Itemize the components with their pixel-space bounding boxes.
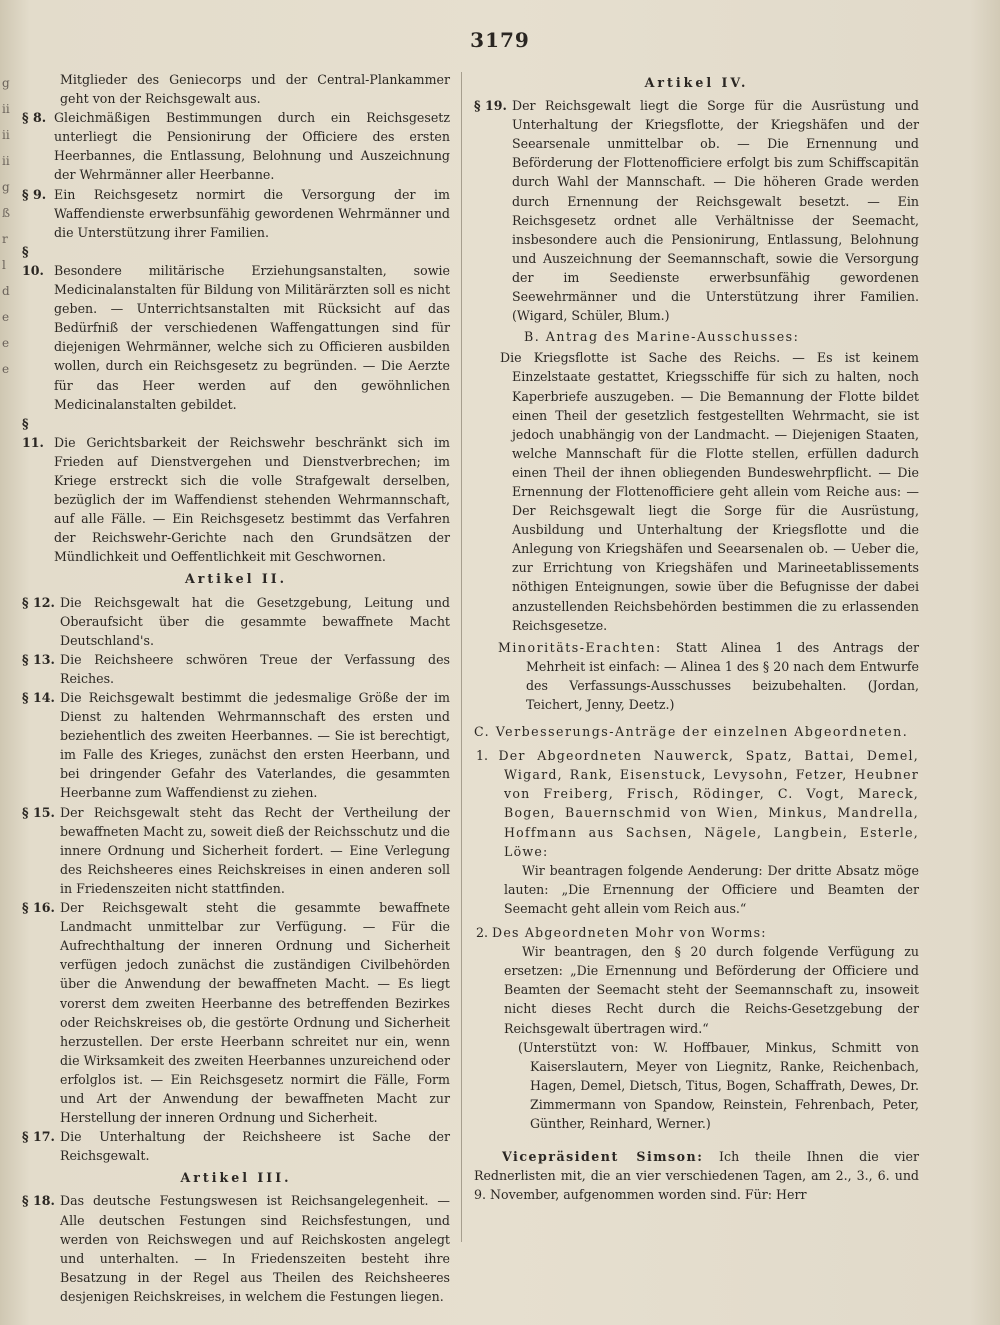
section-text: Der Reichsgewalt steht die gesammte bewaffnete Landmacht unmittelbar zur Verfügung. — Für die Aufrechthaltung der inneren Ordnung und Sicherheit verfügen jedoch zunächst die zuständigen Civilbehörden über die Anwendung der bewaffneten Macht. — Es liegt vorerst dem zweiten Heerbanne des betreffenden Bezirkes oder Reichskreises ob, die gestörte Ordnung und Sicherheit herzustellen. Der erste Heerbann schreitet nur ein, wenn die Wirksamkeit des zweiten Heerbannes unzureichend oder erfolglos ist. — Ein Reichsgesetz normirt die Fälle, Form und Art der Anwendung der bewaffneten Macht zur Herstellung der inneren Ordnung und Sicherheit. — [60, 900, 450, 1126]
margin-marks — [2, 70, 14, 382]
section-paragraph — [22, 242, 450, 414]
page-number: 3179 — [470, 28, 530, 52]
motion-b-text: Die Kriegsflotte ist Sache des Reichs. — Es ist keinem Einzelstaate gestattet, Kriegsschiffe für sich zu halten, noch Kaperbriefe auszugeben. — Die Bemannung der Flotte bildet einen Theil der gesetzlich festgestellten Wehrmacht, sie ist jedoch unabhängig von der Landmacht. — Diejenigen Staaten, welche Mannschaft für die Flotte stellen, erfüllen dadurch einen Theil der ihnen obliegenden Bundeswehrpflicht. — Die Ernennung der Flottenofficiere geht allein vom Reiche aus: — Der Reichsgewalt liegt die Sorge für die Ausrüstung, Ausbildung und Unterhaltung der Kriegsflotte und die Anlegung von Kriegshäfen und Seearsenalen ob. — Ueber die, zur Errichtung von Kriegshäfen und Marineetablissements nöthigen Enteignungen, sowie über die Befugnisse der dabei anzustellenden Reichsbehörden bestimmen die zu erlassenden Reichsgesetze. — [500, 350, 919, 633]
section-number: § 12. — [22, 594, 55, 610]
section-paragraph — [22, 898, 450, 1127]
section-number: § 10. — [22, 243, 44, 278]
section-text: Die Reichsheere schwören Treue der Verfassung des Reiches. — [60, 651, 450, 686]
amendment-2-text: Wir beantragen, den § 20 durch folgende Verfügung zu ersetzen: „Die Ernennung und Beförderung der Officiere und Beamten der Seemacht steht der Seemannschaft zu, insoweit nicht dieses Recht durch die Reichs-Gesetzgebung der Reichsgewalt übertragen wird.“ — [504, 944, 919, 1036]
amendment-number: 2. — [476, 925, 489, 941]
section-text: Der Reichsgewalt steht das Recht der Vertheilung der bewaffneten Macht zu, soweit dieß der Reichsschutz und die innere Ordnung und Sicherheit fordert. — Eine Verlegung des Reichsheeres eines Reichskreises in einen anderen soll in Friedenszeiten nicht stattfinden. — [60, 804, 450, 896]
section-paragraph — [22, 650, 450, 688]
section-number: § 18. — [22, 1193, 55, 1209]
delegate-names: Der Abgeordneten Nauwerck, Spatz, Battai, Demel, Wigard, Rank, Eisenstuck, Levysohn, Fetzer, Heubner von Freiberg, Frisch, Rödinger, C. Vogt, Mareck, Bogen, Bauernschmid von Wien, Minkus, Mandrella, Hoffmann aus Sachsen, Nägele, Langbein, Esterle, Löwe: — [498, 748, 919, 859]
section-number: § 11. — [22, 415, 44, 450]
section-paragraph — [22, 185, 450, 242]
section-number: § 14. — [22, 690, 55, 705]
margin-mark: r — [2, 232, 8, 246]
section-paragraph — [22, 688, 450, 803]
section-number: § 15. — [22, 804, 55, 820]
section-text: Die Reichsgewalt hat die Gesetzgebung, Leitung und Oberaufsicht über die gesammte bewaffnete Macht Deutschland's. — [60, 594, 450, 648]
margin-mark: l — [2, 258, 6, 272]
section-text: Ein Reichsgesetz normirt die Versorgung der im Waffendienste erwerbsunfähig gewordenen Wehrmänner und die Unterstützung ihrer Familien. — [54, 186, 450, 240]
section-text: Die Gerichtsbarkeit der Reichswehr beschränkt sich im Frieden auf Dienstvergehen und Dienstverbrechen; im Kriege erstreckt sich die volle Strafgewalt derselben, bezüglich der im Waffendienst stehenden Wehrmannschaft, auf alle Fälle. — Ein Reichsgesetz bestimmt das Verfahren der Reichswehr-Gerichte nach den Grundsätzen der Mündlichkeit und Oeffentlichkeit mit Geschwornen. — [54, 434, 450, 565]
section-text: Die Reichsgewalt bestimmt die jedesmalige Größe der im Dienst zu haltenden Wehrmannschaft des ersten und beziehentlich des zweiten Heerbannes. — Sie ist berechtigt, im Falle des Krieges, zunächst den ersten Heerbann, und bei dringender Gefahr des Vaterlandes, die gesammten Heerbanne zum Waffendienst zu ziehen. — [60, 690, 450, 801]
margin-mark: ii — [2, 154, 10, 168]
margin-mark: e — [2, 362, 10, 376]
section-paragraph — [22, 593, 450, 650]
amendment-1-text: Wir beantragen folgende Aenderung: Der dritte Absatz möge lauten: „Die Ernennung der Officiere und Beamten der Seemacht geht allein vom Reich aus.“ — [504, 862, 919, 916]
article-heading: Artikel III. — [180, 1170, 292, 1186]
margin-mark: e — [2, 310, 10, 324]
minority-opinion — [474, 638, 919, 714]
article-heading: Artikel II. — [184, 571, 288, 587]
margin-mark: ii — [2, 128, 10, 142]
margin-mark: g — [2, 76, 10, 90]
amendment-2-names — [474, 923, 919, 942]
section-text: Der Reichsgewalt liegt die Sorge für die Ausrüstung und Unterhaltung der Kriegsflotte, der Kriegshäfen und der Seearsenale unmittelbar ob. — Die Ernennung und Beförderung der Flottenofficiere erfolgt bis zum Schiffscapitän durch Wahl der Mannschaft. — Die höheren Grade werden durch Ernennung der Reichsgewalt besetzt. — Ein Reichsgesetz ordnet alle Verhältnisse der Seemacht, insbesondere auch die Pensionirung, Entlassung, Belohnung und Auszeichnung der Seemannschaft, sowie die Versorgung der im Seedienste erwerbsunfähig gewordenen Seewehrmänner und die Unterstützung ihrer Familien. (Wigard, Schüler, Blum.) — [512, 98, 919, 324]
amendment-2-supporters: (Unterstützt von: W. Hoffbauer, Minkus, Schmitt von Kaiserslautern, Meyer von Liegnitz, Ranke, Reichenbach, Hagen, Demel, Dietsch, Titus, Bogen, Schaffrath, Dewes, Dr. Zimmermann von Spandow, Reinstein, Fehrenbach, Peter, Günther, Reinhard, Werner.) — [518, 1039, 919, 1131]
section-text: Die Unterhaltung der Reichsheere ist Sache der Reichsgewalt. — [60, 1129, 450, 1164]
section-paragraph — [22, 414, 450, 567]
section-number: § 16. — [22, 900, 55, 916]
amendment-1-names — [474, 746, 919, 861]
section-paragraph — [22, 1127, 450, 1165]
speaker-text: Ich theile Ihnen die vier Rednerlisten mit, die an vier verschiedenen Tagen, am 2., 3., 6. und 9. November, aufgenommen worden sind. Für: Herr — [474, 1149, 919, 1203]
minority-label: Minoritäts-Erachten: — [498, 639, 662, 655]
left-column — [22, 70, 450, 1306]
delegate-names: Des Abgeordneten Mohr von Worms: — [492, 925, 767, 941]
section-number: § 17. — [22, 1129, 55, 1145]
section-number: § 8. — [22, 110, 47, 126]
margin-mark: g — [2, 180, 10, 194]
column-divider — [461, 72, 462, 1242]
section-19 — [474, 96, 919, 325]
margin-mark: d — [2, 284, 10, 298]
margin-mark: ß — [2, 206, 11, 220]
section-text: Besondere militärische Erziehungsanstalten, sowie Medicinalanstalten für Bildung von Militärärzten soll es nicht geben. — Unterrichtsanstalten mit Rücksicht auf das Bedürfniß der verschiedenen Waffengattungen sind für diejenigen Wehrmänner, welche sich zu Officieren ausbilden wollen, durch ein Reichsgesetz zu begründen. — Die Aerzte für das Heer werden auf den gewöhnlichen Medicinalanstalten gebildet. — [54, 262, 450, 412]
section-paragraph — [22, 108, 450, 184]
amendments-heading: C. Verbesserungs-Anträge der einzelnen Abgeordneten. — [474, 724, 909, 740]
section-text: Das deutsche Festungswesen ist Reichsangelegenheit. — Alle deutschen Festungen sind Reichsfestungen, und werden von Reichswegen und auf Reichskosten angelegt und unterhalten. — In Friedenszeiten besteht ihre Besatzung in der Regel aus Theilen des Reichsheeres desjenigen Reichskreises, in welchem die Festungen liegen. — [60, 1193, 450, 1304]
right-column — [474, 70, 919, 1204]
continued-paragraph: Mitglieder des Geniecorps und der Central-Plankammer geht von der Reichsgewalt aus. — [60, 72, 450, 107]
margin-mark: e — [2, 336, 10, 350]
motion-b-heading: B. Antrag des Marine-Ausschusses: — [524, 329, 800, 345]
margin-mark: ii — [2, 102, 10, 116]
section-number: § 19. — [474, 98, 507, 114]
section-number: § 13. — [22, 651, 55, 667]
speaker-name: Vicepräsident Simson: — [502, 1149, 704, 1165]
minority-text: Statt Alinea 1 des Antrags der Mehrheit ist einfach: — Alinea 1 des § 20 nach dem Entwurfe des Verfassungs-Ausschusses beizubehalten. (Jordan, Teichert, Jenny, Deetz.) — [526, 639, 919, 712]
section-number: § 9. — [22, 186, 47, 202]
section-paragraph — [22, 803, 450, 898]
amendment-number: 1. — [476, 748, 489, 764]
section-paragraph — [22, 1191, 450, 1306]
speaker-paragraph — [474, 1147, 919, 1204]
section-text: Gleichmäßigen Bestimmungen durch ein Reichsgesetz unterliegt die Pensionirung der Officiere des ersten Heerbannes, die Entlassung, Belohnung und Auszeichnung der Wehrmänner aller Heerbanne. — [54, 110, 450, 183]
article-heading-iv: Artikel IV. — [644, 75, 749, 90]
